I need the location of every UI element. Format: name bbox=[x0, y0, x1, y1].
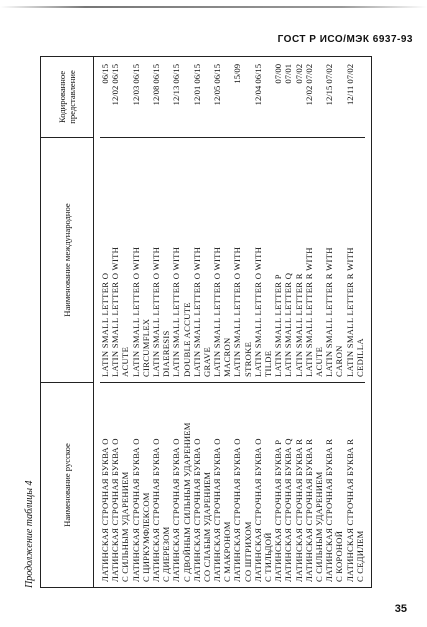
international-name-line: DIAERESIS bbox=[161, 330, 172, 377]
code-line: 12/13 06/15 bbox=[171, 64, 182, 106]
international-name-line: TILDE bbox=[263, 350, 273, 377]
russian-name-line: С СИЛЬНЫМ УДАРЕНИЕМ bbox=[313, 471, 324, 582]
international-name-line: LATIN SMALL LETTER O WITH bbox=[150, 246, 161, 377]
column-russian-names bbox=[100, 382, 365, 587]
code-line: 12/15 07/02 bbox=[324, 64, 335, 106]
international-name-line: LATIN SMALL LETTER O WITH bbox=[232, 246, 243, 377]
rotated-page bbox=[24, 54, 394, 594]
code-line bbox=[263, 62, 273, 132]
russian-name-line: ЛАТИНСКАЯ СТРОЧНАЯ БУКВА O bbox=[212, 438, 223, 582]
international-name-line: LATIN SMALL LETTER R bbox=[293, 273, 304, 377]
russian-name-line: ЛАТИНСКАЯ СТРОЧНАЯ БУКВА O bbox=[100, 438, 110, 582]
code-line: 06/15 bbox=[100, 64, 110, 84]
russian-name-line: С КОРОНОЙ bbox=[334, 530, 345, 582]
rotated-content bbox=[24, 54, 394, 594]
russian-name-line: ЛАТИНСКАЯ СТРОЧНАЯ БУКВА O bbox=[150, 438, 161, 582]
code-line bbox=[202, 62, 212, 132]
international-name-line: CIRCUMFLEX bbox=[140, 318, 151, 377]
header-russian-name: Наименование русское bbox=[41, 382, 93, 587]
russian-name-line: ЛАТИНСКАЯ СТРОЧНАЯ БУКВА Q bbox=[283, 438, 294, 582]
international-name-line: LATIN SMALL LETTER O WITH bbox=[171, 246, 182, 377]
international-name-line: ACUTE bbox=[120, 346, 131, 377]
page-number: 35 bbox=[394, 603, 407, 615]
russian-name-line: ЛАТИНСКАЯ СТРОЧНАЯ БУКВА O bbox=[110, 438, 121, 582]
international-name-line: LATIN SMALL LETTER O WITH bbox=[212, 246, 223, 377]
russian-name-line: ЛАТИНСКАЯ СТРОЧНАЯ БУКВА P bbox=[273, 439, 284, 582]
russian-name-line: ЛАТИНСКАЯ СТРОЧНАЯ БУКВА R bbox=[344, 438, 355, 582]
international-name-line: LATIN SMALL LETTER P bbox=[273, 274, 284, 377]
table-header bbox=[41, 57, 94, 587]
russian-name-line: С ЦИРКУМФЛЕКСОМ bbox=[140, 492, 151, 582]
code-line bbox=[120, 62, 130, 132]
code-line: 07/00 bbox=[273, 64, 284, 84]
international-name-line: LATIN SMALL LETTER R WITH bbox=[303, 247, 314, 377]
international-name-line: LATIN SMALL LETTER R WITH bbox=[324, 247, 335, 377]
russian-name-line: ЛАТИНСКАЯ СТРОЧНАЯ БУКВА O bbox=[232, 438, 243, 582]
column-coded-values bbox=[100, 57, 365, 137]
table-body bbox=[94, 57, 371, 587]
code-line: 12/08 06/15 bbox=[150, 64, 161, 106]
code-line: 12/03 06/15 bbox=[130, 64, 141, 106]
international-name-line: LATIN SMALL LETTER O WITH bbox=[110, 246, 121, 377]
russian-name-line: С СЕДИЛЕМ bbox=[354, 530, 365, 582]
international-name-line: CEDILLA bbox=[354, 338, 365, 377]
top-rule bbox=[0, 6, 427, 8]
russian-name-line: ЛАТИНСКАЯ СТРОЧНАЯ БУКВА O bbox=[171, 438, 182, 582]
code-line: 12/05 06/15 bbox=[212, 64, 223, 106]
russian-name-line: СО ШТРИХОМ bbox=[242, 521, 253, 582]
russian-name-line: ЛАТИНСКАЯ СТРОЧНАЯ БУКВА R bbox=[324, 438, 335, 582]
code-line: 12/01 06/15 bbox=[191, 64, 202, 106]
international-name-line: CARON bbox=[334, 345, 345, 377]
russian-name-line: С ДВОЙНЫМ СИЛЬНЫМ УДАРЕНИЕМ bbox=[181, 422, 192, 582]
header-coded-representation: Кодированное представление bbox=[56, 70, 77, 124]
international-name-line: LATIN SMALL LETTER R WITH bbox=[344, 247, 355, 377]
code-line bbox=[314, 62, 324, 132]
international-name-line: LATIN SMALL LETTER O WITH bbox=[191, 246, 202, 377]
code-line bbox=[334, 62, 344, 132]
table-caption: Продолжение таблицы 4 bbox=[24, 480, 35, 588]
code-line: 12/11 07/02 bbox=[344, 64, 355, 105]
russian-name-line: С СИЛЬНЫМ УДАРЕНИЕМ bbox=[120, 471, 131, 582]
code-line: 15/09 bbox=[232, 64, 243, 84]
russian-name-line: С ДИЕРЕЗОМ bbox=[161, 526, 172, 582]
code-line: 12/02 07/02 bbox=[303, 64, 314, 106]
code-line bbox=[182, 62, 192, 132]
russian-name-line: ЛАТИНСКАЯ СТРОЧНАЯ БУКВА O bbox=[130, 438, 141, 582]
international-name-line: LATIN SMALL LETTER Q bbox=[283, 272, 294, 377]
international-name-line: STROKE bbox=[242, 341, 253, 377]
russian-name-line: С ТИЛЬДОЙ bbox=[263, 532, 273, 582]
international-name-line: LATIN SMALL LETTER O WITH bbox=[130, 246, 141, 377]
code-line bbox=[161, 62, 171, 132]
russian-name-line: ЛАТИНСКАЯ СТРОЧНАЯ БУКВА O bbox=[191, 438, 202, 582]
russian-name-line: ЛАТИНСКАЯ СТРОЧНАЯ БУКВА R bbox=[293, 438, 304, 582]
code-line: 07/01 bbox=[283, 64, 294, 84]
code-line: 07/02 bbox=[293, 64, 304, 84]
russian-name-line: СО СЛАБЫМ УДАРЕНИЕМ bbox=[201, 471, 212, 582]
russian-name-line: С МАКРОНОМ bbox=[222, 521, 233, 582]
code-line: 12/04 06/15 bbox=[252, 64, 263, 106]
international-name-line: LATIN SMALL LETTER O WITH bbox=[252, 246, 263, 377]
code-line bbox=[355, 62, 365, 132]
international-name-line: DOUBLE ACCUTE bbox=[181, 302, 192, 377]
international-name-line: GRAVE bbox=[201, 347, 212, 377]
code-line bbox=[243, 62, 253, 132]
code-line bbox=[222, 62, 232, 132]
russian-name-line: ЛАТИНСКАЯ СТРОЧНАЯ БУКВА O bbox=[252, 438, 263, 582]
international-name-line: ACUTE bbox=[313, 346, 324, 377]
character-table bbox=[40, 56, 372, 588]
standard-header: ГОСТ Р ИСО/МЭК 6937-93 bbox=[277, 34, 413, 45]
russian-name-line: ЛАТИНСКАЯ СТРОЧНАЯ БУКВА R bbox=[303, 438, 314, 582]
international-name-line: MACRON bbox=[222, 337, 233, 377]
code-line: 12/02 06/15 bbox=[110, 64, 121, 106]
column-international-names bbox=[100, 137, 365, 382]
header-international-name: Наименование международное bbox=[41, 137, 93, 382]
international-name-line: LATIN SMALL LETTER O bbox=[100, 272, 110, 377]
code-line bbox=[141, 62, 151, 132]
